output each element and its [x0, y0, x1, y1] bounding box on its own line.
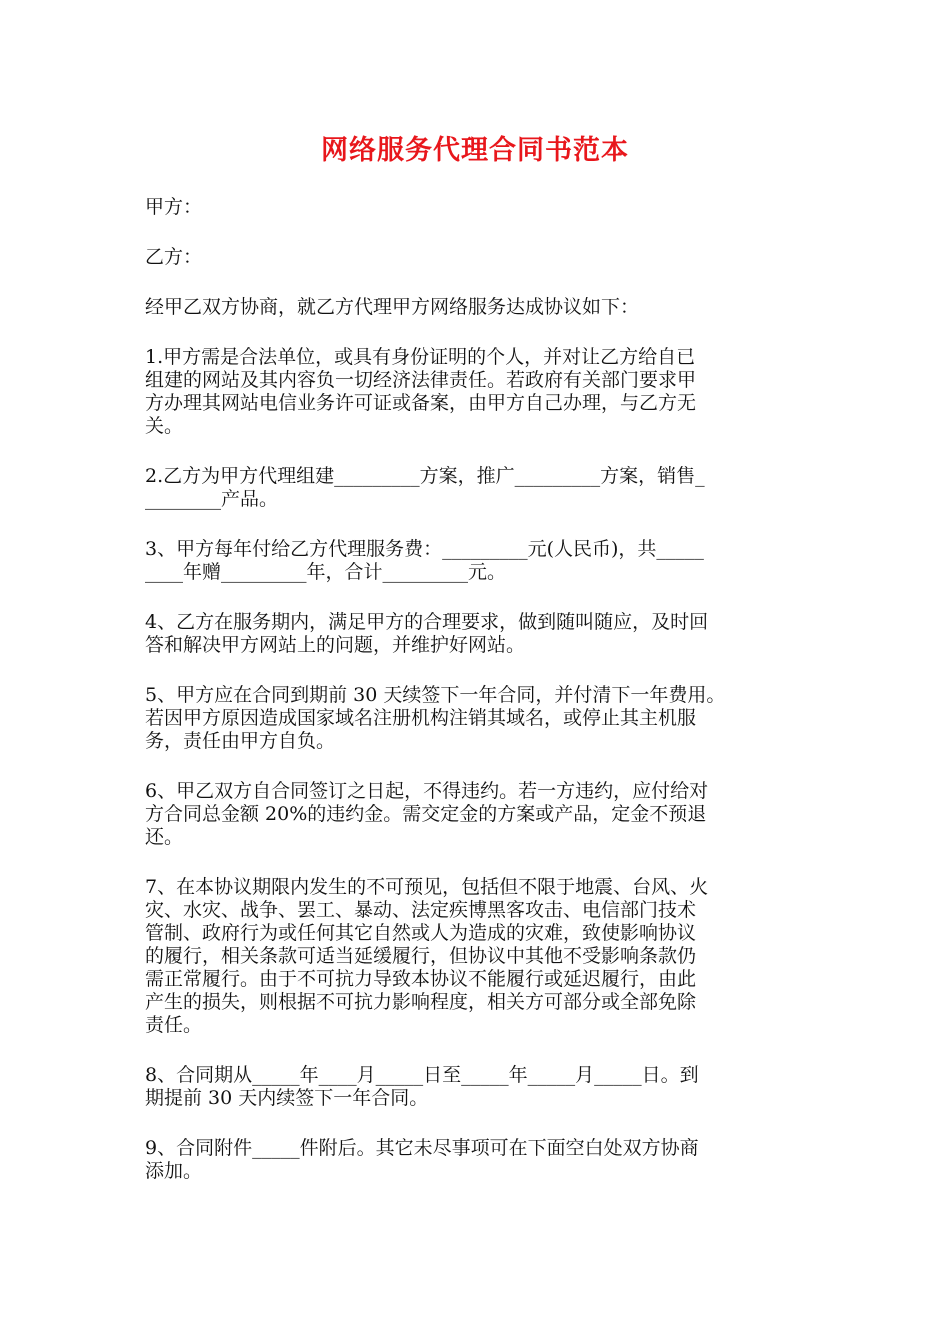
party-b-line: 乙方： — [145, 246, 203, 268]
clause-3: 3、甲方每年付给乙方代理服务费：_________元(人民币)，共_____ ____年赠_________年，合计_________元。 — [145, 538, 704, 583]
intro-paragraph: 经甲乙双方协商，就乙方代理甲方网络服务达成协议如下： — [145, 296, 640, 318]
document-body — [145, 196, 815, 1210]
clause-1: 1.甲方需是合法单位，或具有身份证明的个人，并对让乙方给自已 组建的网站及其内容负一切经济法律责任。若政府有关部门要求甲 方办理其网站电信业务许可证或备案，由甲方自己办理，与乙方无 关。 — [145, 346, 697, 437]
clause-4: 4、乙方在服务期内，满足甲方的合理要求，做到随叫随应，及时回 答和解决甲方网站上的问题，并维护好网站。 — [145, 611, 709, 656]
document-title: 网络服务代理合同书范本 — [321, 135, 629, 166]
clause-9: 9、合同附件_____件附后。其它未尽事项可在下面空白处双方协商 添加。 — [145, 1137, 699, 1182]
clause-6: 6、甲乙双方自合同签订之日起，不得违约。若一方违约，应付给对 方合同总金额 20%的违约金。需交定金的方案或产品，定金不预退 还。 — [145, 780, 709, 848]
party-a-line: 甲方： — [145, 196, 203, 218]
clause-2: 2.乙方为甲方代理组建_________方案，推广_________方案，销售_ ________产品。 — [145, 465, 705, 510]
clause-7: 7、在本协议期限内发生的不可预见，包括但不限于地震、台风、火 灾、水灾、战争、罢工、暴动、法定疾博黑客攻击、电信部门技术 管制、政府行为或任何其它自然或人为造成的灾难，致使影响协议 的履行，相关条款可适当延缓履行，但协议中其他不受影响条款仍 需正常履行。由于不可抗力导致本协议不能履行或延迟履行，由此 产生的损失，则根据不可抗力影响程度，相关方可部分或全部免除 责任。 — [145, 876, 709, 1036]
clause-8: 8、合同期从_____年____月_____日至_____年_____月_____日。到 期提前 30 天内续签下一年合同。 — [145, 1064, 699, 1109]
clause-5: 5、甲方应在合同到期前 30 天续签下一年合同，并付清下一年费用。 若因甲方原因造成国家域名注册机构注销其域名，或停止其主机服 务，责任由甲方自负。 — [145, 684, 726, 752]
